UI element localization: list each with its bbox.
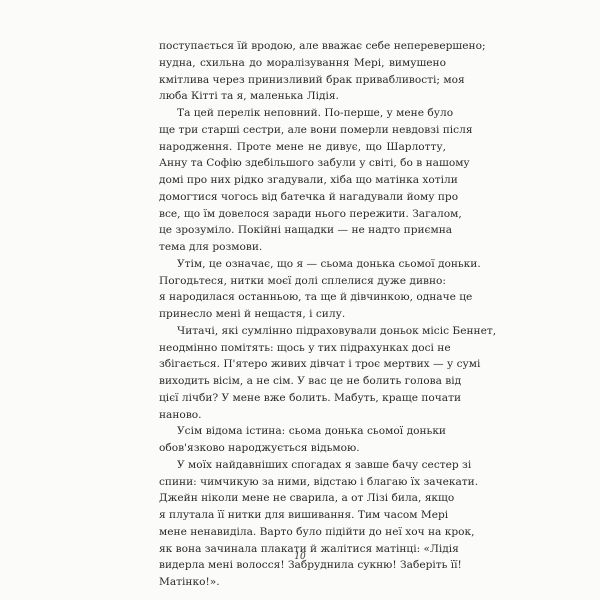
text-line: обов'язково народжується відьмою. xyxy=(159,442,360,454)
text-line: збігається. П'ятеро живих дівчат і троє мертвих — у сумі xyxy=(159,358,481,371)
text-line: домогтися чогось від батечка й нагадували йому про xyxy=(159,190,459,203)
page-number: 10 xyxy=(294,552,306,562)
text-line: я плутала її нитки для вишивання. Тим часом Мері xyxy=(159,509,449,521)
text-line: Анну та Софію здебільшого забули у світі, бо в нашому xyxy=(159,157,470,170)
text-line: Погодьтеся, нитки моєї долі сплелися дуже дивно: xyxy=(159,274,446,287)
text-line: мене ненавиділа. Варто було підійти до неї хоч на крок, xyxy=(159,525,475,538)
text-line: Усім відома істина: сьома донька сьомої доньки xyxy=(177,425,446,438)
text-line: це зрозуміло. Покійні нащадки — не надто приємна xyxy=(159,224,453,237)
text-line: Читачі, які сумлінно підраховували доньок місіс Беннет, xyxy=(177,324,497,337)
text-line: У моїх найдавніших спогадах я завше бачу сестер зі xyxy=(177,458,472,471)
text-line: Утім, це означає, що я — сьома донька сьомої доньки. xyxy=(177,257,481,270)
text-line: поступається їй вродою, але вважає себе неперевершено; xyxy=(159,40,486,52)
text-line: Джейн ніколи мене не сварила, а от Лізі била, якщо xyxy=(159,492,455,505)
text-line: тема для розмови. xyxy=(159,241,263,253)
text-line: наново. xyxy=(159,408,202,421)
text-line: Матінко!». xyxy=(159,576,220,588)
text-line: Та цей перелік неповний. По-перше, у мене було xyxy=(177,107,454,119)
body-text xyxy=(159,38,497,591)
text-line: домі про них рідко згадували, хіба що матінка хотіли xyxy=(159,174,458,186)
text-line: як вона зачинала плакати й жалітися матінці: «Лідія xyxy=(159,542,459,555)
text-line: все, що їм довелося заради нього пережити. Загалом, xyxy=(159,207,462,220)
text-line: видерла мені волосся! Забруднила сукню! Заберіть її! xyxy=(159,559,462,572)
text-line: неодмінно помітять: щось у тих підрахунках досі не xyxy=(159,341,451,354)
text-line: я народилася останньою, та ще й дівчинкою, одначе це xyxy=(159,291,473,304)
text-line: кмітлива через принизливий брак привабливості; моя xyxy=(159,73,465,86)
text-line: виходить вісім, а не сім. У вас це не болить голова від xyxy=(159,375,462,387)
text-line: люба Кітті та я, маленька Лідія. xyxy=(159,90,339,103)
text-line: спини: чимчикую за ними, відстаю і благаю їх зачекати. xyxy=(159,475,479,488)
text-line: народження. Проте мене не дивує, що Шарлотту, xyxy=(159,140,446,153)
text-line: нудна, схильна до моралізування Мері, вимушено xyxy=(159,56,446,69)
text-line: цієї лічби? У мене вже болить. Мабуть, краще почати xyxy=(159,391,462,404)
text-line: принесло мені й нещастя, і силу. xyxy=(159,308,346,320)
text-line: ще три старші сестри, але вони померли невдовзі після xyxy=(159,123,473,136)
